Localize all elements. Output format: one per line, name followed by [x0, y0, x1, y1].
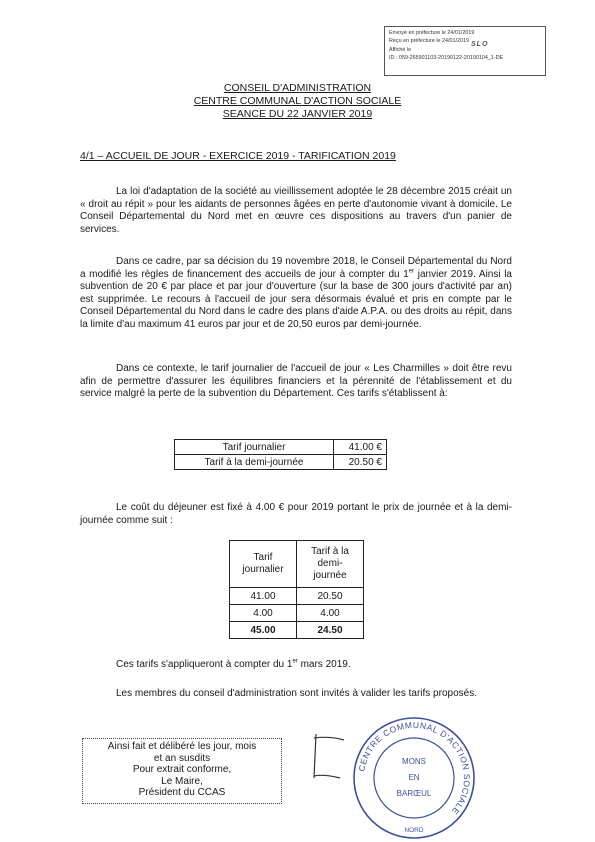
- paragraph-vote-request: Les membres du conseil d'administration sont invités à valider les tarifs proposés.: [116, 688, 477, 699]
- paragraph-effective-date-part1: Ces tarifs s'appliqueront à compter du 1: [116, 659, 293, 670]
- prefecture-sent-date: Envoyé en préfecture le 24/01/2019: [389, 30, 475, 36]
- paragraph-funding-change-part2: janvier 2019. Ainsi la subvention de 20 € par place et par jour d'ouverture (sur la base de 300 jours d'activité par an) est supprimée. Le recours à l'accueil de jour sera désormais évalué et pris en compte par le Conseil Départemental du Nord dans le cadre des plans d'aide A.P.A. ou des droits au répit, dans la limite d'au maximum 41 euros par jour et de 20,50 euros par demi-journée.: [80, 268, 512, 330]
- prefecture-id: ID : 059-265901103-20190122-20190104_1-DE: [389, 55, 504, 62]
- paragraph-lunch-cost: Le coût du déjeuner est fixé à 4.00 € pour 2019 portant le prix de journée et à la demi-journée comme suit :: [80, 502, 512, 526]
- paragraph-tariff-revision: Dans ce contexte, le tarif journalier de l'accueil de jour « Les Charmilles » doit être revu afin de permettre d'assurer les équilibres financiers et la pérennité de l'établissement et du service malgré la perte de la subvention du Département. Ces tarifs s'établissent à:: [80, 363, 512, 400]
- handwritten-signature: [310, 728, 350, 788]
- signature-line: Ainsi fait et délibéré les jour, mois: [107, 741, 257, 752]
- header-board-title: CONSEIL D'ADMINISTRATION: [223, 82, 372, 94]
- signature-line: et an susdits: [153, 752, 211, 764]
- table-total-row: [230, 622, 364, 639]
- prefecture-received-date: Reçu en préfecture le 24/01/2019: [389, 38, 470, 45]
- tariff-table: [174, 439, 387, 470]
- table-row: [230, 605, 364, 622]
- table-row: [175, 455, 387, 470]
- prefecture-stamp-box: [384, 26, 546, 76]
- total-daily: 45.00: [230, 622, 297, 639]
- column-header-half-day: Tarif à la demi-journée: [297, 541, 364, 588]
- table-cell: 4.00: [230, 605, 297, 622]
- table-cell: 20.50: [297, 588, 364, 605]
- table-header-row: [230, 541, 364, 588]
- deliberation-subject: 4/1 – ACCUEIL DE JOUR - EXERCICE 2019 - TARIFICATION 2019: [80, 150, 396, 162]
- table-row: [175, 440, 387, 455]
- header-session-date: SEANCE DU 22 JANVIER 2019: [222, 108, 373, 120]
- price-table: [229, 540, 364, 639]
- table-row: [230, 588, 364, 605]
- table-cell: 41.00: [230, 588, 297, 605]
- stamp-city-line1: MONS: [402, 757, 426, 766]
- ordinal-superscript: er: [292, 658, 298, 665]
- ccas-stamp: [350, 714, 478, 842]
- total-half-day: 24.50: [297, 622, 364, 639]
- signature-line: Pour extrait conforme,: [132, 764, 232, 775]
- column-header-daily: Tarif journalier: [230, 541, 297, 588]
- prefecture-posted-label: Affiché le: [389, 46, 412, 53]
- paragraph-funding-change: [80, 256, 512, 332]
- table-cell: 4.00: [297, 605, 364, 622]
- signature-line: Président du CCAS: [138, 787, 226, 798]
- paragraph-effective-date: [80, 659, 512, 672]
- tariff-value: 41.00 €: [334, 440, 387, 455]
- stamp-city-line3: BARŒUL: [396, 789, 432, 798]
- paragraph-effective-date-part2: mars 2019.: [297, 659, 351, 670]
- tariff-label: Tarif journalier: [175, 440, 334, 455]
- tariff-label: Tarif à la demi-journée: [175, 455, 334, 470]
- ordinal-superscript: er: [408, 268, 415, 275]
- paragraph-funding-change-part1: Dans ce cadre, par sa décision du 19 novembre 2018, le Conseil Départemental du Nord a modifié les règles de financement des accueils de jour à compter du 1: [80, 256, 512, 280]
- stamp-ring-text: CENTRE COMMUNAL D'ACTION SOCIALE: [356, 719, 473, 817]
- signature-line: Le Maire,: [161, 775, 203, 787]
- header-organisation: CENTRE COMMUNAL D'ACTION SOCIALE: [193, 95, 402, 107]
- prefecture-signature-mark: SLO: [471, 41, 489, 48]
- stamp-city-line2: EN: [408, 773, 420, 782]
- stamp-department: NORD: [404, 827, 424, 834]
- tariff-value: 20.50 €: [334, 455, 387, 470]
- document-header: [0, 82, 595, 121]
- paragraph-context: La loi d'adaptation de la société au vieillissement adoptée le 28 décembre 2015 créait un « droit au répit » pour les aidants de personnes âgées en perte d'autonomie vivant à domicile. Le Conseil Départemental du Nord met en œuvre ces dispositions au travers d'un panier de services.: [80, 186, 512, 235]
- signature-block: [82, 738, 282, 804]
